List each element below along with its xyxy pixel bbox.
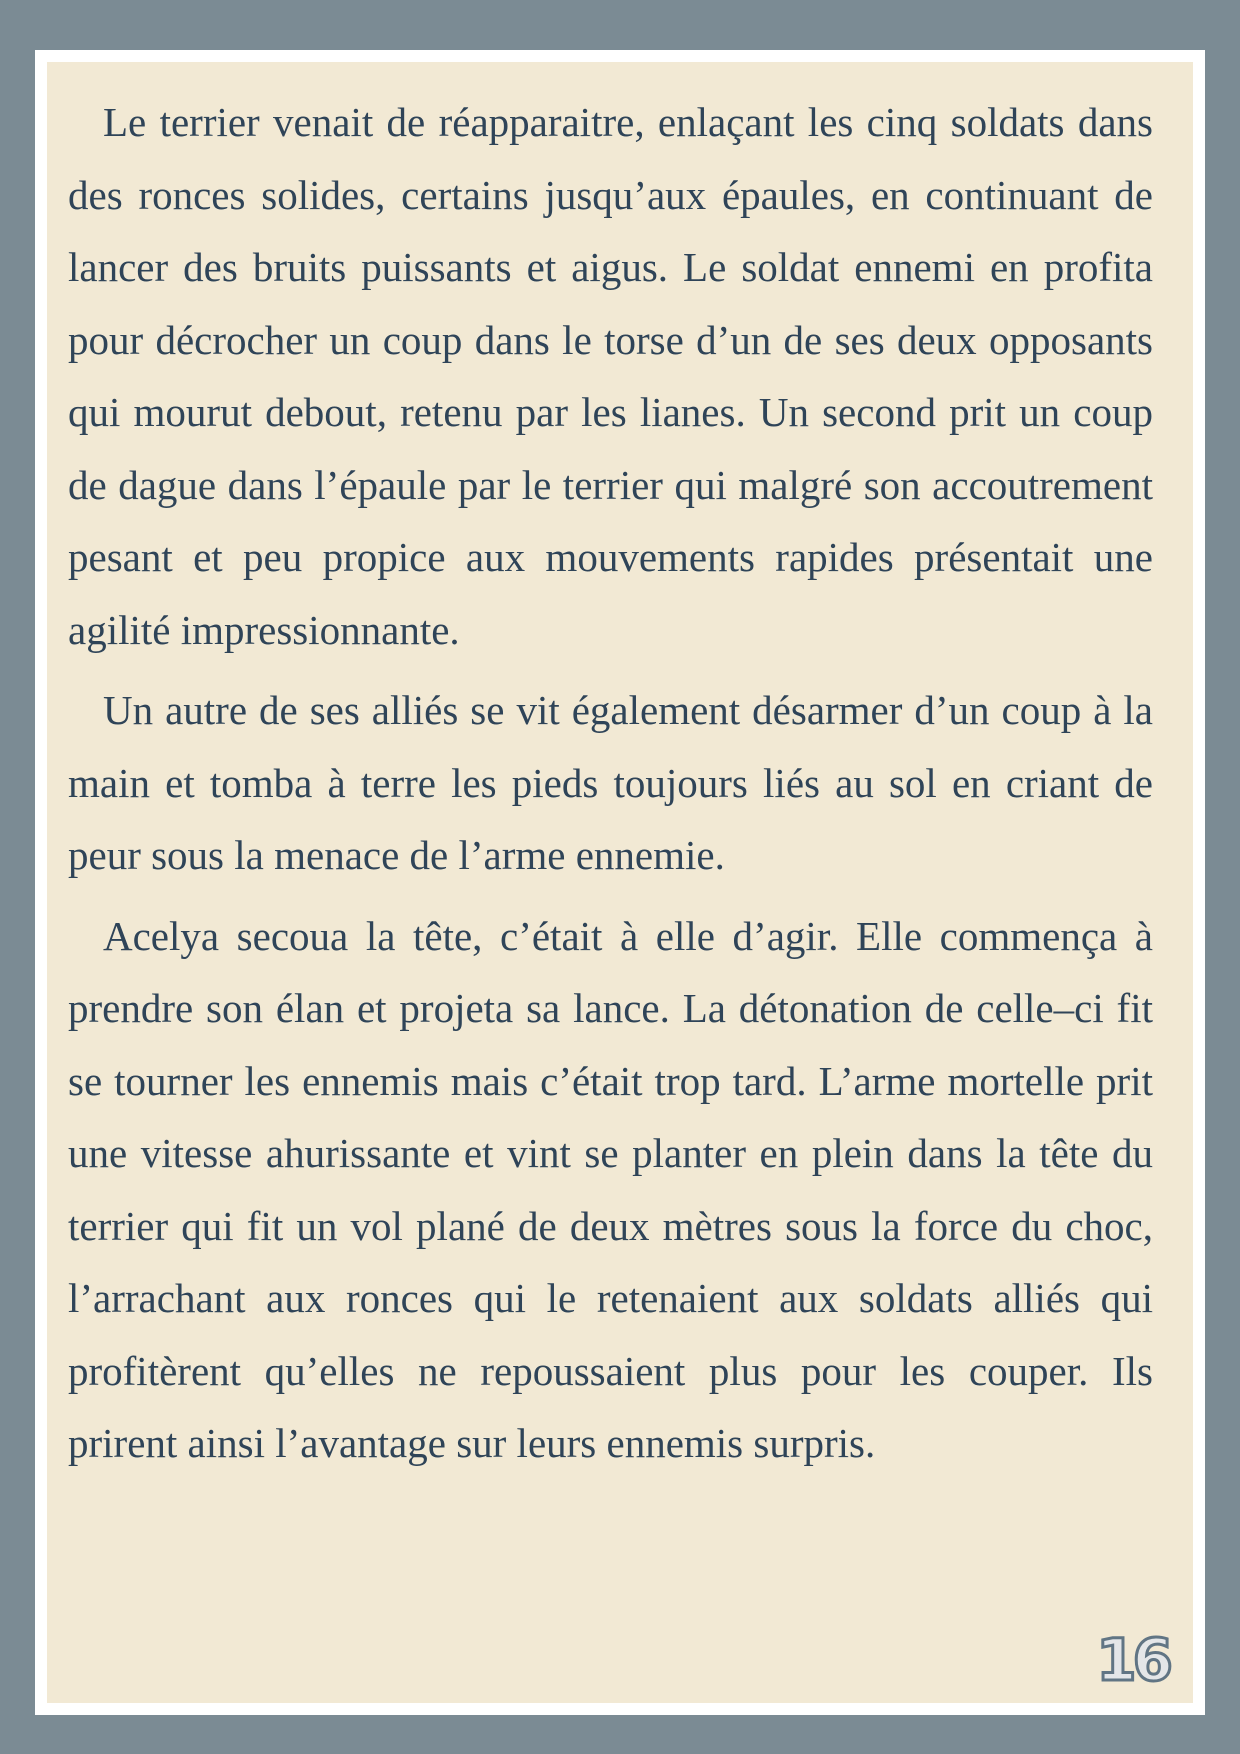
page-paper [47,62,1193,1703]
page-frame [35,50,1205,1715]
paragraph-3: Acelya secoua la tête, c’était à elle d’agir. Elle commença à prendre son élan et projeta sa lance. La détonation de celle–ci fit se tourner les ennemis mais c’était trop tard. L’arme mortelle prit une vitesse ahurissante et vint se planter en plein dans la tête du terrier qui fit un vol plané de deux mètres sous la force du choc, l’arrachant aux ronces qui le retenaient aux soldats alliés qui profitèrent qu’elles ne repoussaient plus pour les couper. Ils prirent ainsi l’avantage sur leurs ennemis surpris. [68,912,1153,1466]
paragraph-2: Un autre de ses alliés se vit également désarmer d’un coup à la main et tomba à terre les pieds toujours liés au sol en criant de peur sous la menace de l’arme ennemie. [68,687,1153,878]
text-column [68,86,1153,1480]
page-number: 16 [1096,1626,1169,1694]
paragraph-1: Le terrier venait de réapparaitre, enlaçant les cinq soldats dans des ronces solides, certains jusqu’aux épaules, en continuant de lancer des bruits puissants et aigus. Le soldat ennemi en profita pour décrocher un coup dans le torse d’un de ses deux opposants qui mourut debout, retenu par les lianes. Un second prit un coup de dague dans l’épaule par le terrier qui malgré son accoutrement pesant et peu propice aux mouvements rapides présentait une agilité impressionnante. [68,99,1153,653]
